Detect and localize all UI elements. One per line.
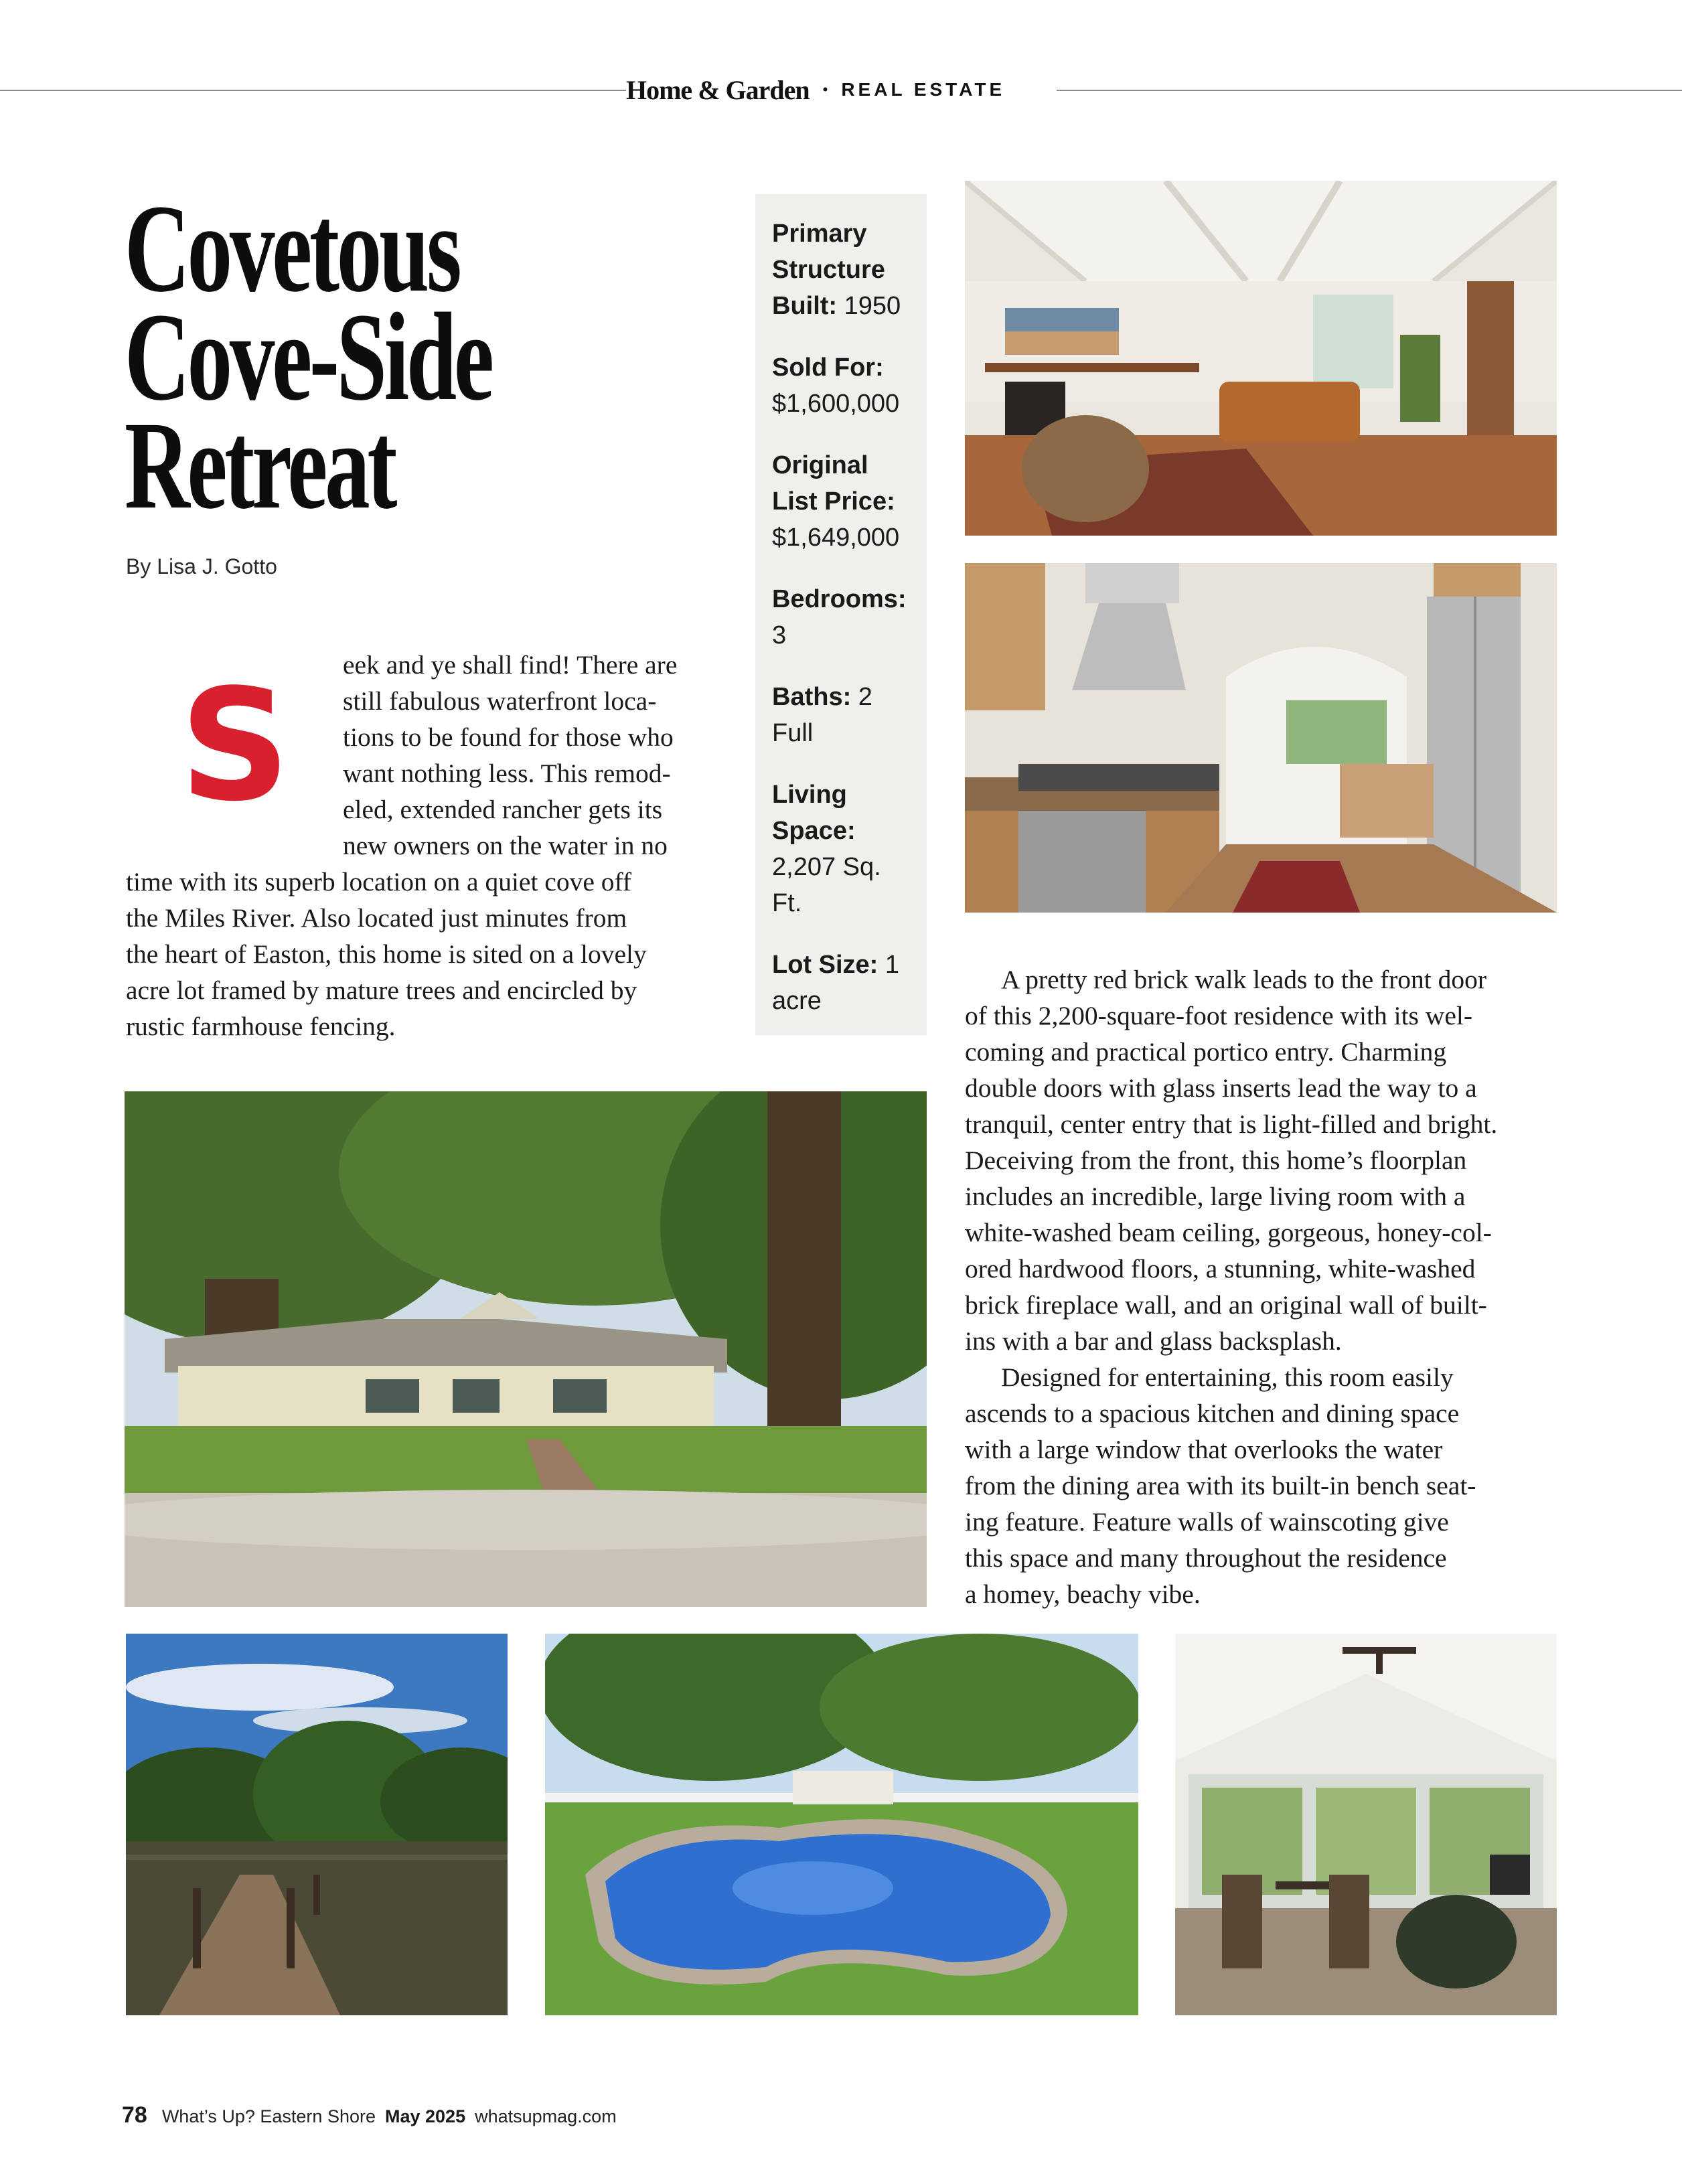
- publication-name: What’s Up? Eastern Shore: [161, 2106, 376, 2126]
- byline: By Lisa J. Gotto: [126, 554, 277, 578]
- intro-line: tions to be found for those who: [343, 722, 674, 752]
- dock-photo: [126, 1634, 508, 2015]
- body-line: ing feature. Feature walls of wainscoting give: [965, 1507, 1449, 1537]
- page-number: 78: [122, 2102, 147, 2128]
- page-footer: [122, 2102, 617, 2136]
- body-line: ascends to a spacious kitchen and dining space: [965, 1399, 1460, 1428]
- body-line: with a large window that overlooks the water: [965, 1435, 1443, 1464]
- fact-value: 2,207 Sq.: [772, 853, 881, 881]
- page-header: [626, 70, 1061, 110]
- header-brand: Home & Garden: [626, 74, 810, 105]
- sunroom-photo: [1175, 1634, 1557, 2015]
- fact-label: List Price:: [772, 487, 895, 516]
- fact-living-space: [772, 777, 926, 921]
- kitchen-photo: [965, 563, 1557, 913]
- fact-label: Space:: [772, 817, 856, 845]
- house-exterior-photo: [125, 1091, 927, 1607]
- intro-line: the Miles River. Also located just minutes from: [126, 903, 627, 933]
- fact-value: 1950: [844, 292, 901, 320]
- body-line: includes an incredible, large living room with a: [965, 1182, 1466, 1211]
- fact-label: Bedrooms:: [772, 585, 907, 613]
- body-line: ored hardwood floors, a stunning, white-washed: [965, 1254, 1476, 1283]
- fact-year-built: [772, 216, 926, 324]
- fact-value: Full: [772, 719, 814, 747]
- title-line: Retreat: [125, 395, 395, 535]
- body-line: of this 2,200-square-foot residence with its wel-: [965, 1001, 1472, 1030]
- title-line: Cove-Side: [125, 287, 491, 426]
- fact-bedrooms: [772, 581, 926, 653]
- intro-line: rustic farmhouse fencing.: [126, 1012, 396, 1041]
- intro-line: acre lot framed by mature trees and encircled by: [126, 976, 637, 1005]
- fact-value: 1: [885, 951, 900, 979]
- fact-label: Lot Size:: [772, 951, 878, 979]
- header-rule-left: [0, 90, 626, 91]
- header-rule-right: [1057, 90, 1682, 91]
- fact-value: acre: [772, 987, 822, 1015]
- body-line: this space and many throughout the residence: [965, 1543, 1447, 1573]
- intro-line: new owners on the water in no: [343, 831, 668, 860]
- intro-line: eled, extended rancher gets its: [343, 795, 663, 824]
- fact-value: $1,600,000: [772, 390, 900, 418]
- issue-date: May 2025: [385, 2106, 466, 2126]
- header-separator: •: [822, 81, 828, 98]
- body-line: A pretty red brick walk leads to the front door: [1001, 965, 1487, 994]
- living-room-photo: [965, 181, 1557, 536]
- fact-value: $1,649,000: [772, 524, 900, 552]
- header-section: REAL ESTATE: [841, 79, 1006, 100]
- fact-label: Sold For:: [772, 354, 884, 382]
- body-line: Deceiving from the front, this home’s floorplan: [965, 1146, 1467, 1175]
- body-line: brick fireplace wall, and an original wall of built-: [965, 1290, 1487, 1320]
- article-title: [125, 178, 558, 535]
- fact-value: 3: [772, 621, 787, 649]
- body-line: from the dining area with its built-in bench seat-: [965, 1471, 1476, 1500]
- intro-line: the heart of Easton, this home is sited on a lovely: [126, 939, 647, 969]
- body-line: white-washed beam ceiling, gorgeous, honey-col-: [965, 1218, 1492, 1247]
- fact-label: Baths:: [772, 683, 852, 711]
- intro-line: time with its superb location on a quiet cove off: [126, 867, 632, 896]
- body-line: a homey, beachy vibe.: [965, 1579, 1201, 1609]
- fact-value: 2: [858, 683, 872, 711]
- fact-label: Primary: [772, 220, 867, 248]
- intro-line: eek and ye shall find! There are: [343, 650, 678, 680]
- body-line: tranquil, center entry that is light-filled and bright.: [965, 1109, 1498, 1139]
- pool-photo: [545, 1634, 1138, 2015]
- website-link[interactable]: whatsupmag.com: [475, 2106, 617, 2126]
- intro-line: want nothing less. This remod-: [343, 759, 671, 788]
- fact-baths: [772, 679, 926, 751]
- fact-sold-for: [772, 349, 926, 422]
- fact-lot-size: [772, 947, 926, 1019]
- fact-value: Ft.: [772, 889, 802, 917]
- fact-label: Structure: [772, 256, 885, 284]
- fact-label: Original: [772, 451, 868, 479]
- fact-list-price: [772, 447, 926, 556]
- fact-label: Living: [772, 781, 847, 809]
- fact-label: Built:: [772, 292, 838, 320]
- body-line: Designed for entertaining, this room easily: [1001, 1362, 1454, 1392]
- intro-line: still fabulous waterfront loca-: [343, 686, 657, 716]
- title-line: Covetous: [125, 178, 459, 318]
- body-line: double doors with glass inserts lead the way to a: [965, 1073, 1477, 1103]
- body-line: ins with a bar and glass backsplash.: [965, 1326, 1342, 1356]
- body-line: coming and practical portico entry. Charming: [965, 1037, 1447, 1067]
- drop-cap: S: [179, 657, 291, 836]
